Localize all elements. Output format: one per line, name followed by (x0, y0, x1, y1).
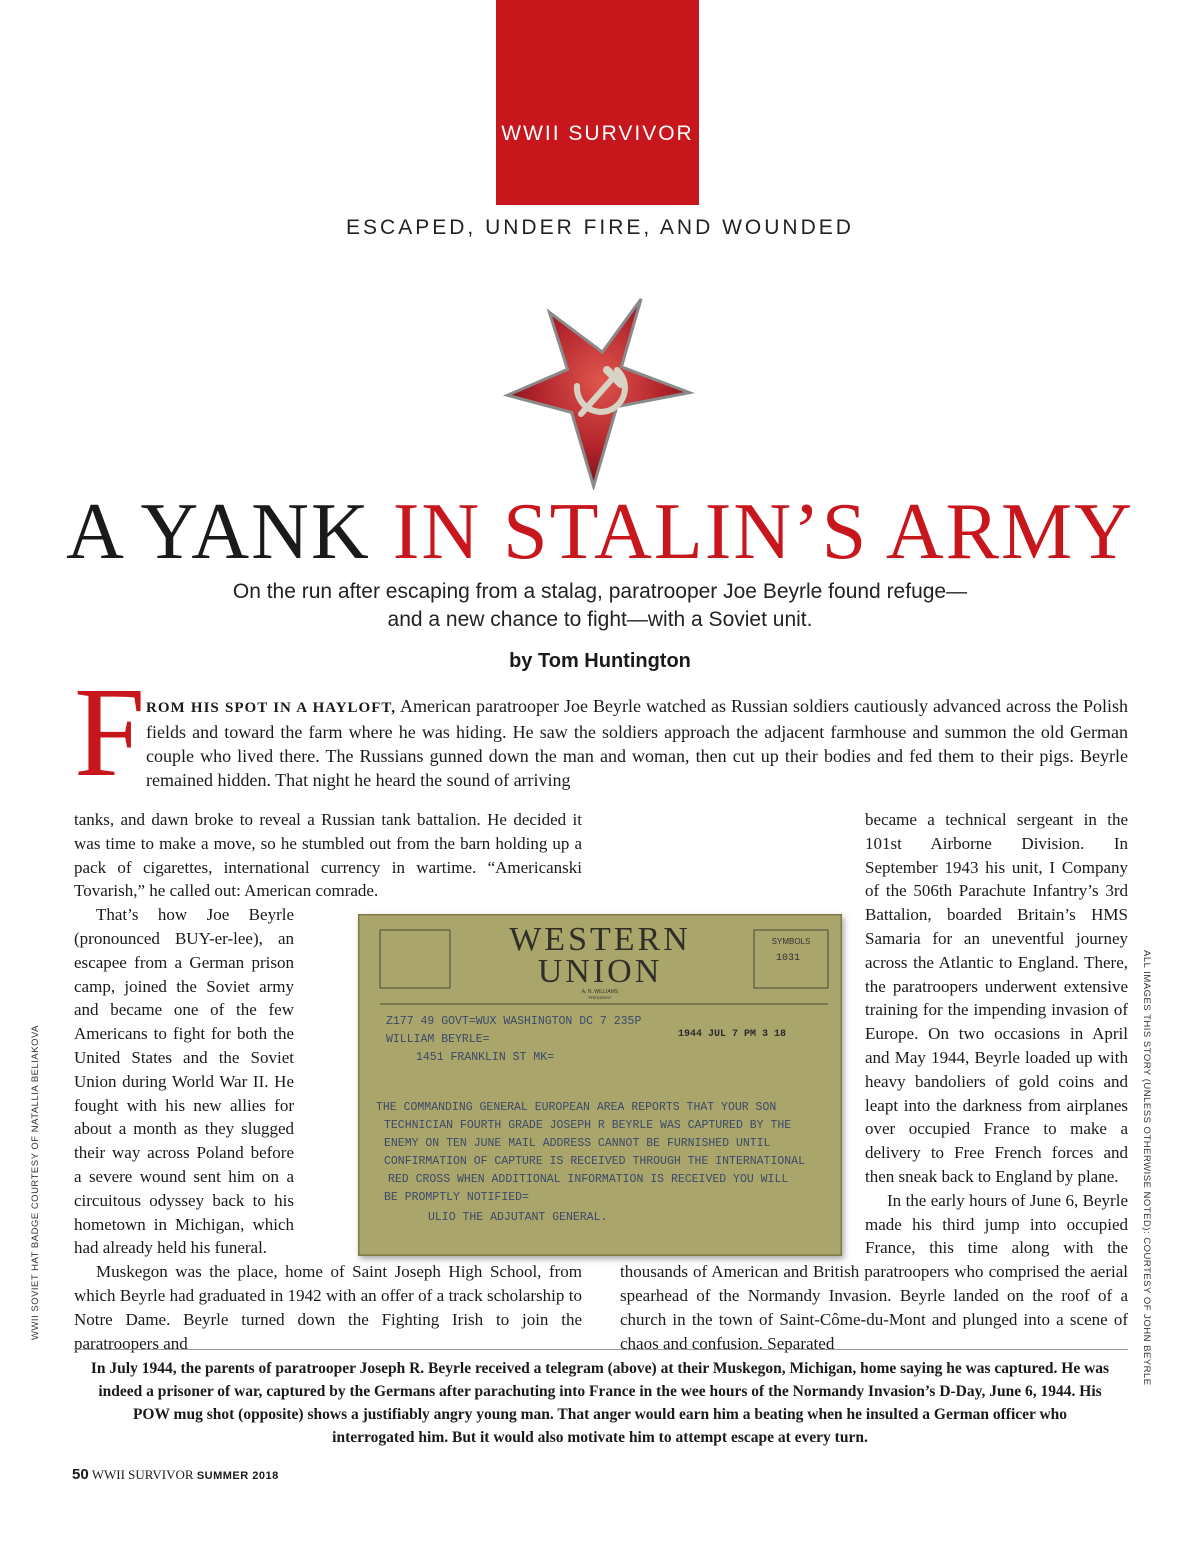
kicker: ESCAPED, UNDER FIRE, AND WOUNDED (346, 216, 854, 239)
col1-paragraph-2: That’s how Joe Beyrle (pronounced BUY-er-lee), an escapee from a German prison camp, joined the Soviet army and became one of the few Americans to fight for both the United States and the Soviet Union during World War II. He fought with his new allies for about a month as they slugged their way across Poland before a severe wound sent him on a circuitous odyssey back to his hometown in Michigan, which had already held his funeral. (74, 905, 294, 1258)
telegram-stamp: 1944 JUL 7 PM 3 18 (678, 1029, 787, 1040)
col2-paragraph-1: became a technical sergeant in the 101st Airborne Division. In September 1943 his unit, I Company of the 506th Parachute Infantry’s 3rd Battalion, boarded Britain’s HMS Samaria for an uneventful journey across the Atlantic to England. There, the paratroopers underwent extensive training for the impending invasion of Europe. On two occasions in April and May 1944, Beyrle loaded up with heavy bandoliers of gold coins and leapt into the darkness from airplanes over occupied France to make a delivery to Free French forces and then sneak back to England by plane. (865, 810, 1128, 1186)
telegram-line: WILLIAM BEYRLE= (386, 1033, 490, 1046)
photo-credit-right (1138, 950, 1152, 1386)
headline-part-1: A YANK (66, 488, 393, 576)
telegram-president: A. N. WILLIAMS (581, 989, 619, 995)
headline-part-2: IN STALIN’S ARMY (392, 488, 1134, 576)
col2-paragraph-2: In the early hours of June 6, Beyrle made his third jump into occupied France, this time along with the thousands of American and British paratroopers who comprised the aerial spearhead of the Normandy Invasion. Beyrle landed on the roof of a church in the town of Saint-Côme-du-Mont and plunged into a scene of chaos and confusion. Separated (620, 1190, 1128, 1353)
folio-issue: SUMMER 2018 (196, 1470, 279, 1482)
telegram-line: RED CROSS WHEN ADDITIONAL INFORMATION IS RECEIVED YOU WILL (388, 1173, 789, 1186)
telegram-line: ENEMY ON TEN JUNE MAIL ADDRESS CANNOT BE FURNISHED UNTIL (384, 1137, 771, 1150)
drop-cap: F (74, 661, 146, 803)
photo-credit-left-text: WWII SOVIET HAT BADGE COURTESY OF NATALLIA BELIAKOVA (30, 1025, 41, 1340)
photo-credit-right-text: ALL IMAGES THIS STORY (UNLESS OTHERWISE NOTED): COURTESY OF JOHN BEYRLE (1141, 950, 1152, 1386)
lead-text: American paratrooper Joe Beyrle watched as Russian soldiers cautiously advanced across the Polish fields and toward the farm where he was hiding. He saw the soldiers approach the adjacent farmhouse and summon the old German couple who lived there. The Russians gunned down the man and woman, then cut up their bodies and fed them to their pigs. Beyrle remained hidden. That night he heard the sound of arriving (146, 696, 1128, 790)
lead-small-caps: ROM HIS SPOT IN A HAYLOFT, (146, 700, 397, 716)
telegram-brand-line-2: UNION (537, 953, 663, 990)
telegram-line: THE COMMANDING GENERAL EUROPEAN AREA REPORTS THAT YOUR SON (376, 1101, 777, 1114)
soviet-star-hammer-sickle-icon (497, 290, 702, 490)
telegram-line: BE PROMPTLY NOTIFIED= (384, 1191, 529, 1204)
telegram-line: CONFIRMATION OF CAPTURE IS RECEIVED THROUGH THE INTERNATIONAL (384, 1155, 805, 1168)
folio (72, 1466, 279, 1483)
byline: by Tom Huntington (509, 650, 691, 672)
col1-paragraph-3: Muskegon was the place, home of Saint Joseph High School, from which Beyrle had graduated in 1942 with an offer of a track scholarship to Notre Dame. Beyrle turned down the Fighting Irish to join the paratroopers and (74, 1262, 582, 1353)
telegram-line: TECHNICIAN FOURTH GRADE JOSEPH R BEYRLE WAS CAPTURED BY THE (384, 1119, 792, 1132)
telegram-symbols: SYMBOLS (771, 937, 811, 946)
photo-caption: In July 1944, the parents of paratrooper Joseph R. Beyrle received a telegram (above) at their Muskegon, Michigan, home saying he was captured. He was indeed a prisoner of war, captured by the Germans after parachuting into France in the wee hours of the Normandy Invasion’s D-Day, June 6, 1944. His POW mug shot (opposite) shows a justifiably angry young man. That anger would earn him a beating when he insulted a German officer who interrogated him. But it would also motivate him to attempt escape at every turn. (90, 1360, 1110, 1446)
telegram-brand-line-1: WESTERN (509, 921, 691, 958)
caption-divider (74, 1349, 1128, 1350)
telegram-code: 1031 (776, 953, 801, 964)
lead-paragraph (70, 694, 1128, 792)
folio-magazine: WWII SURVIVOR (91, 1467, 194, 1482)
telegram-graphic (358, 914, 842, 1256)
telegram-line: ULIO THE ADJUTANT GENERAL. (428, 1211, 608, 1224)
section-tab (496, 0, 699, 205)
deck-line-2: and a new chance to fight—with a Soviet unit. (387, 608, 813, 631)
page-number: 50 (72, 1466, 89, 1483)
col1-paragraph-1: tanks, and dawn broke to reveal a Russian tank battalion. He decided it was time to make a move, so he stumbled out from the barn holding up a pack of cigarettes, international currency in wartime. “Americanski Tovarish,” he called out: American comrade. (74, 810, 582, 901)
headline (60, 488, 1140, 576)
telegram-president-title: PRESIDENT (588, 995, 612, 1000)
deck (100, 578, 1100, 634)
telegram-line: Z177 49 GOVT=WUX WASHINGTON DC 7 235P (386, 1015, 642, 1028)
section-tab-label: WWII SURVIVOR (501, 122, 694, 145)
telegram-line: 1451 FRANKLIN ST MK= (416, 1051, 555, 1064)
photo-credit-left (30, 1025, 44, 1340)
deck-line-1: On the run after escaping from a stalag, paratrooper Joe Beyrle found refuge— (232, 580, 968, 603)
telegram-image (358, 914, 842, 1256)
